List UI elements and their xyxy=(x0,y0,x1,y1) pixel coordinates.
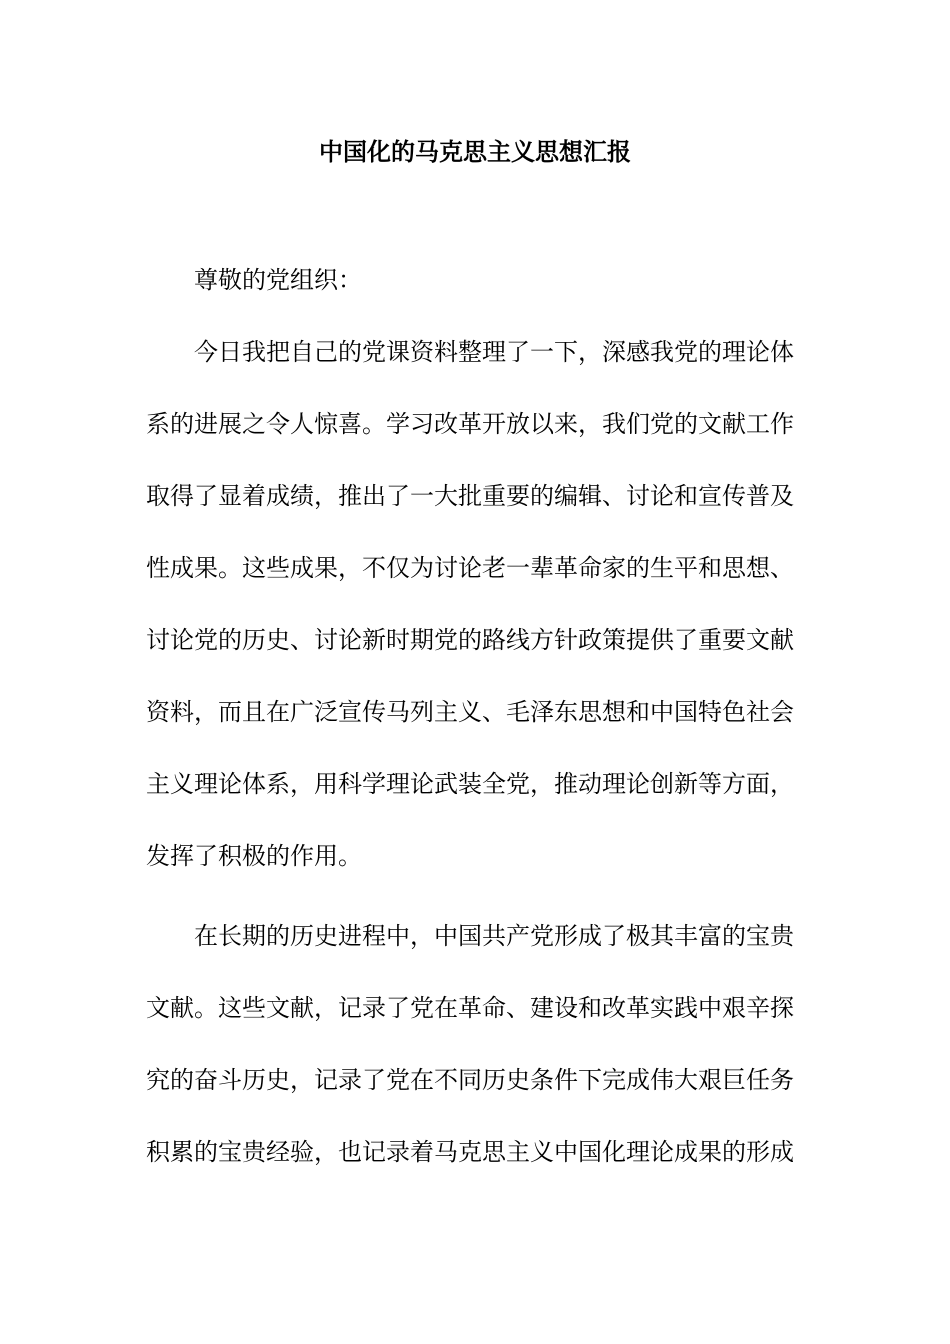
body-line-10: 文献。这些文献，记录了党在革命、建设和改革实践中艰辛探 xyxy=(146,994,794,1022)
body-line-4: 性成果。这些成果，不仅为讨论老一辈革命家的生平和思想、 xyxy=(146,554,794,582)
salutation: 尊敬的党组织： xyxy=(194,266,362,294)
body-line-9: 在长期的历史进程中，中国共产党形成了极其丰富的宝贵 xyxy=(194,922,794,950)
body-line-3: 取得了显着成绩，推出了一大批重要的编辑、讨论和宣传普及 xyxy=(146,482,794,510)
body-line-8: 发挥了积极的作用。 xyxy=(146,842,362,870)
body-line-2: 系的进展之令人惊喜。学习改革开放以来，我们党的文献工作 xyxy=(146,410,794,438)
body-line-6: 资料，而且在广泛宣传马列主义、毛泽东思想和中国特色社会 xyxy=(146,698,794,726)
body-line-1: 今日我把自己的党课资料整理了一下，深感我党的理论体 xyxy=(194,338,794,366)
document-title: 中国化的马克思主义思想汇报 xyxy=(319,137,631,166)
body-line-5: 讨论党的历史、讨论新时期党的路线方针政策提供了重要文献 xyxy=(146,626,794,654)
body-line-12: 积累的宝贵经验，也记录着马克思主义中国化理论成果的形成 xyxy=(146,1138,794,1166)
body-line-11: 究的奋斗历史，记录了党在不同历史条件下完成伟大艰巨任务 xyxy=(146,1066,794,1094)
body-line-7: 主义理论体系，用科学理论武装全党，推动理论创新等方面， xyxy=(146,770,794,798)
